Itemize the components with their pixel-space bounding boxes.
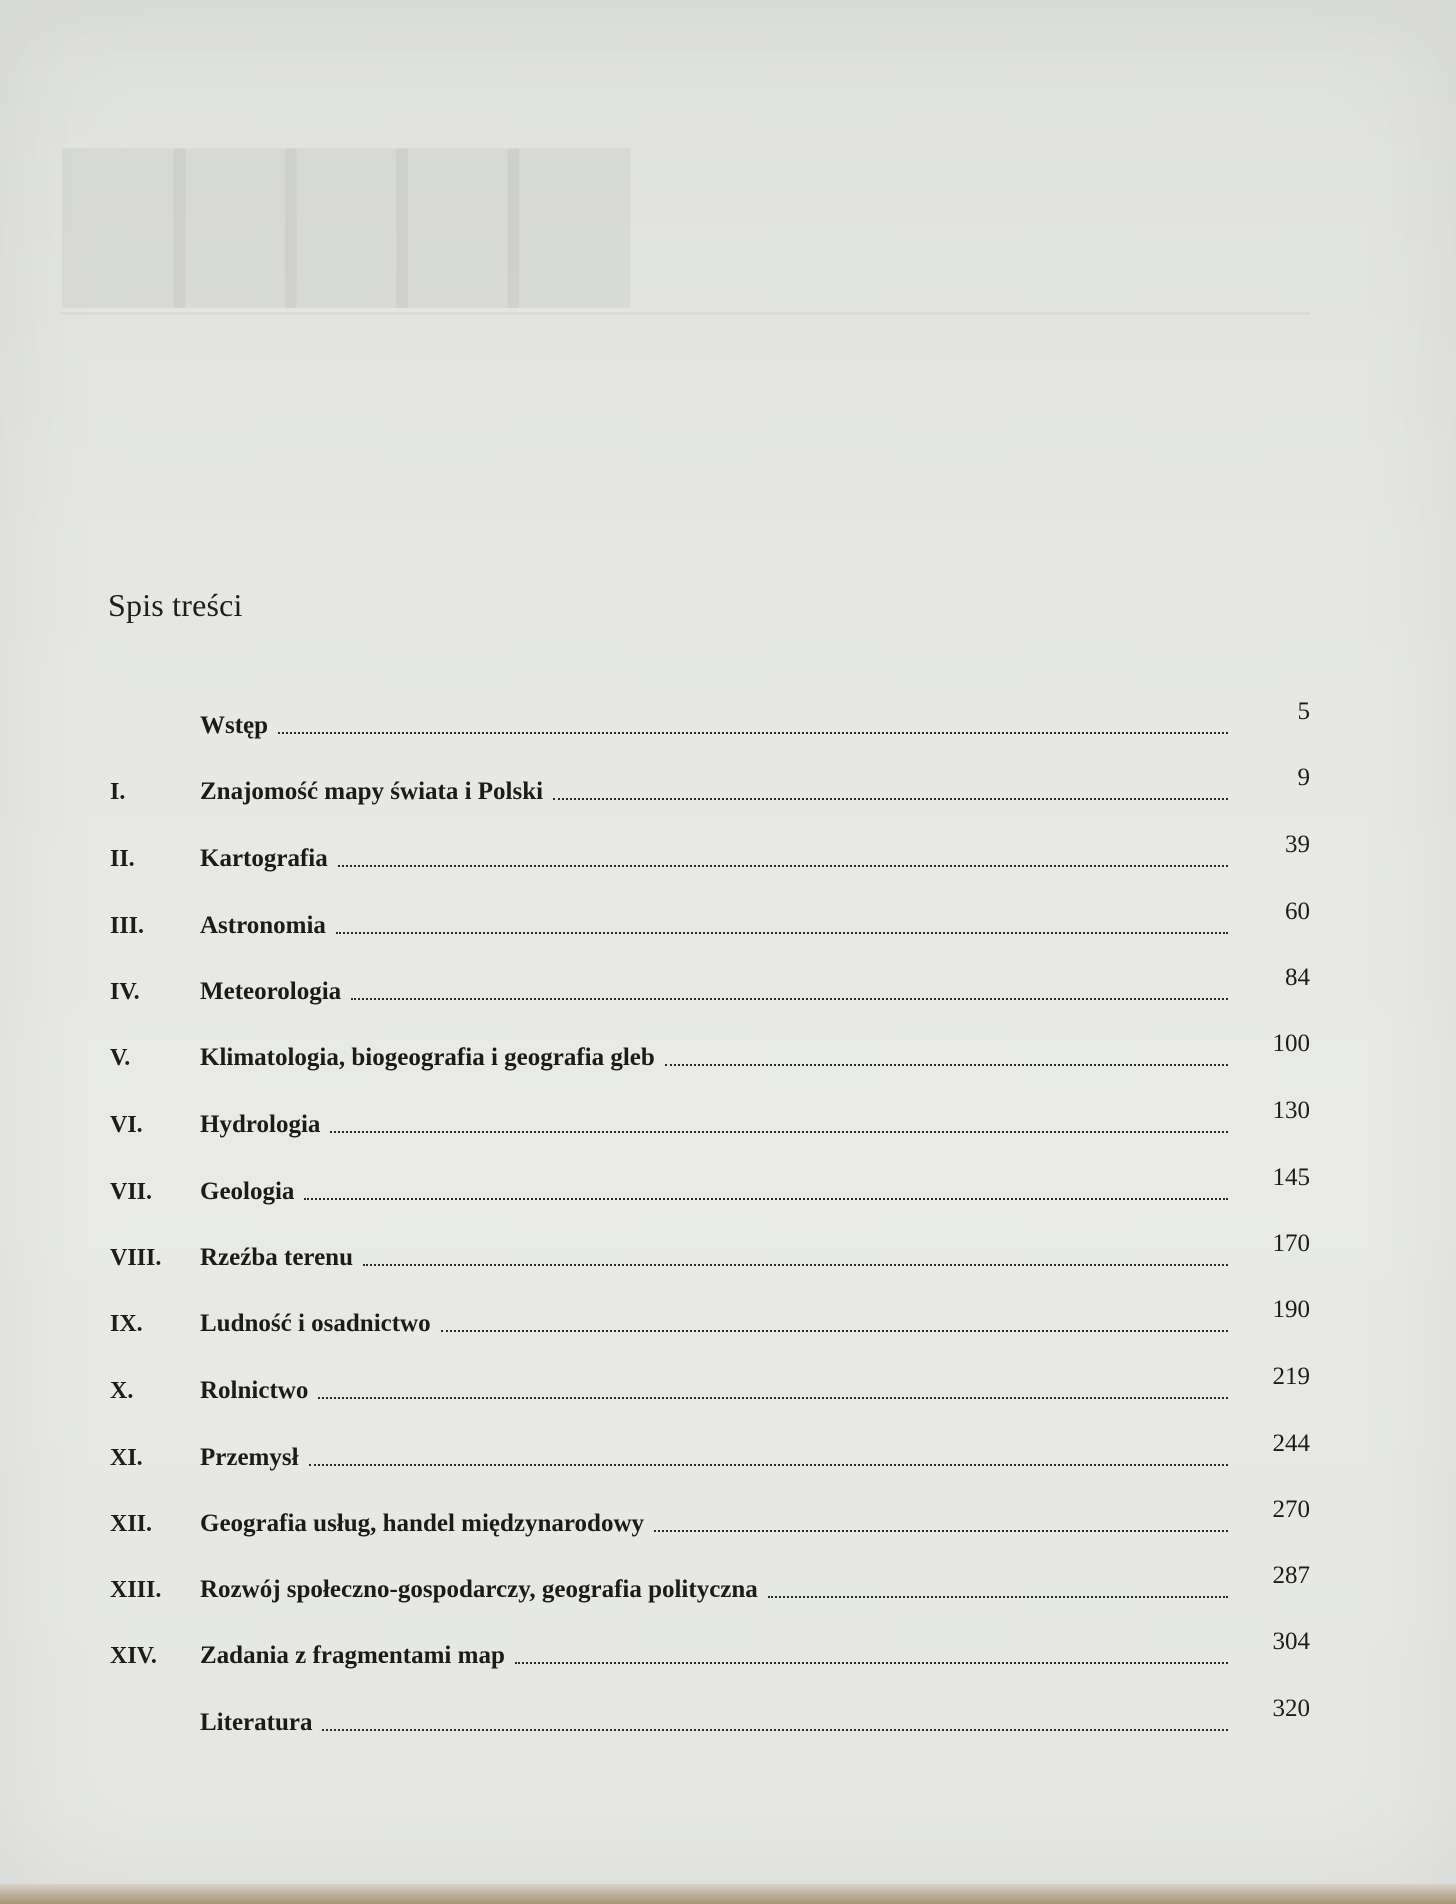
toc-leader-dots (336, 931, 1228, 934)
toc-entry-number: III. (110, 913, 145, 939)
toc-entry-page: 145 (1272, 1164, 1310, 1191)
toc-entry-page: 190 (1272, 1296, 1310, 1323)
toc-entry-label: Ludność i osadnictwo (200, 1310, 431, 1337)
toc-leader-dots (304, 1197, 1228, 1200)
toc-leader-dots (309, 1463, 1228, 1466)
toc-entry-number: XIII. (110, 1577, 162, 1603)
toc-leader-dots (363, 1263, 1228, 1266)
toc-entry-label: Rozwój społeczno-gospodarczy, geografia polityczna (200, 1576, 758, 1603)
toc-leader-dots (654, 1529, 1228, 1532)
toc-entry-page: 5 (1297, 698, 1310, 725)
toc-entry-page: 100 (1272, 1030, 1310, 1057)
toc-leader-dots (553, 797, 1228, 800)
toc-entry-number: X. (110, 1378, 134, 1404)
toc-entry-label: Rzeźba terenu (200, 1244, 353, 1271)
toc-entry-chapter-9[interactable] (110, 1298, 1310, 1338)
toc-entry-page: 320 (1272, 1695, 1310, 1722)
toc-entry-page: 130 (1272, 1097, 1310, 1124)
page-bottom-edge (0, 1884, 1456, 1904)
toc-entry-number: VI. (110, 1112, 143, 1138)
toc-entry-chapter-13[interactable] (110, 1564, 1310, 1604)
toc-entry-label: Przemysł (200, 1444, 299, 1471)
toc-entry-chapter-5[interactable] (110, 1032, 1310, 1072)
toc-entry-chapter-4[interactable] (110, 966, 1310, 1006)
toc-entry-page: 170 (1272, 1230, 1310, 1257)
toc-leader-dots (330, 1130, 1228, 1133)
toc-entry-label: Wstęp (200, 712, 269, 739)
toc-entry-number: II. (110, 846, 135, 872)
toc-entry-number: VII. (110, 1179, 153, 1205)
toc-leader-dots (768, 1595, 1228, 1598)
toc-leader-dots (441, 1329, 1228, 1332)
toc-leader-dots (338, 864, 1228, 867)
toc-leader-dots (665, 1063, 1228, 1066)
toc-entry-number: V. (110, 1045, 131, 1071)
toc-entry-number: XIV. (110, 1643, 157, 1669)
toc-entry-page: 270 (1272, 1496, 1310, 1523)
toc-entry-chapter-8[interactable] (110, 1232, 1310, 1272)
toc-entry-number: VIII. (110, 1245, 162, 1271)
toc-entry-label: Literatura (200, 1709, 313, 1736)
toc-entry-label: Rolnictwo (200, 1377, 309, 1404)
show-through-heading: ▇▇▇▇▇ (70, 132, 627, 300)
toc-entry-label: Klimatologia, biogeografia i geografia gleb (200, 1044, 655, 1071)
toc-entry-label: Znajomość mapy świata i Polski (200, 778, 544, 805)
toc-entry-label: Kartografia (200, 845, 328, 872)
toc-entry-chapter-2[interactable] (110, 833, 1310, 873)
toc-entry-number: XI. (110, 1445, 143, 1471)
toc-entry-chapter-14[interactable] (110, 1630, 1310, 1670)
toc-entry-number: I. (110, 779, 126, 805)
toc-entry-label: Geologia (200, 1178, 295, 1205)
toc-entry-page: 39 (1285, 831, 1310, 858)
toc-entry-label: Hydrologia (200, 1111, 321, 1138)
show-through-rule (60, 312, 1310, 315)
toc-entry-chapter-3[interactable] (110, 900, 1310, 940)
toc-entry-page: 84 (1285, 964, 1310, 991)
toc-entry-page: 287 (1272, 1562, 1310, 1589)
toc-entry-page: 304 (1272, 1628, 1310, 1655)
toc-entry-intro[interactable] (110, 700, 1310, 740)
toc-entry-number: IV. (110, 979, 140, 1005)
toc-entry-chapter-7[interactable] (110, 1166, 1310, 1206)
toc-entry-number: IX. (110, 1311, 143, 1337)
toc-entry-label: Geografia usług, handel międzynarodowy (200, 1510, 645, 1537)
toc-entry-page: 244 (1272, 1430, 1310, 1457)
toc-entry-page: 219 (1272, 1363, 1310, 1390)
toc-leader-dots (278, 731, 1228, 734)
toc-entry-chapter-6[interactable] (110, 1099, 1310, 1139)
toc-entry-page: 9 (1297, 764, 1310, 791)
toc-entry-page: 60 (1285, 898, 1310, 925)
toc-entry-chapter-11[interactable] (110, 1432, 1310, 1472)
toc-leader-dots (351, 997, 1228, 1000)
toc-entry-label: Astronomia (200, 912, 326, 939)
toc-entry-chapter-1[interactable] (110, 766, 1310, 806)
toc-entry-label: Meteorologia (200, 978, 342, 1005)
toc-leader-dots (515, 1661, 1228, 1664)
toc-entry-number: XII. (110, 1511, 153, 1537)
toc-title: Spis treści (108, 587, 243, 623)
toc-entry-chapter-10[interactable] (110, 1365, 1310, 1405)
toc-entry-chapter-12[interactable] (110, 1498, 1310, 1538)
toc-entry-label: Zadania z fragmentami map (200, 1642, 505, 1669)
toc-leader-dots (322, 1728, 1228, 1731)
toc-leader-dots (318, 1396, 1228, 1399)
toc-entry-literature[interactable] (110, 1697, 1310, 1737)
